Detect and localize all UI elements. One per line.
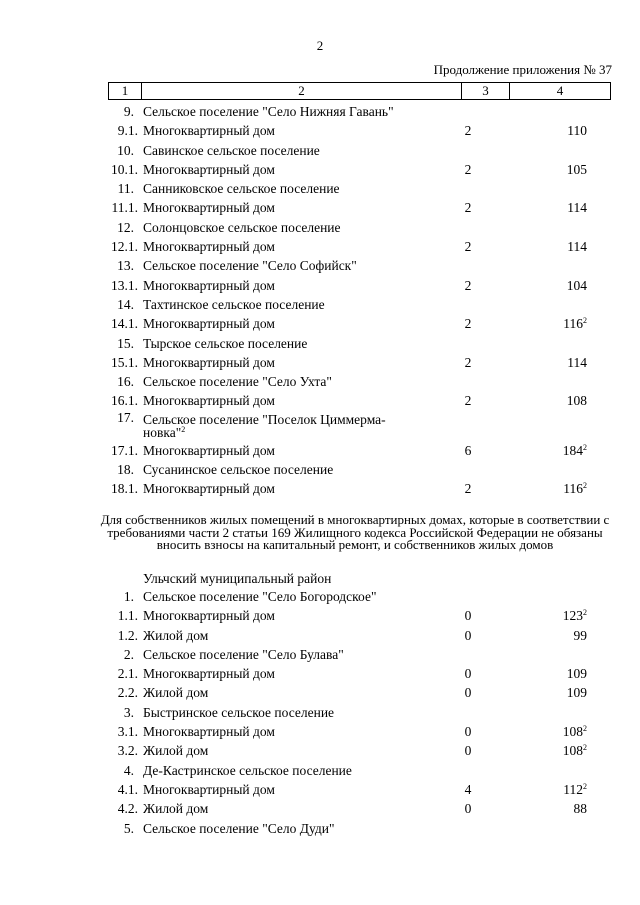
value-text: 114 bbox=[567, 200, 587, 216]
row-name: Сельское поселение "Село Нижняя Гавань" bbox=[143, 104, 394, 119]
section-row bbox=[0, 460, 640, 479]
row-number: 12. bbox=[117, 219, 134, 235]
row-number: 11.1. bbox=[111, 200, 138, 216]
value-text: 99 bbox=[573, 627, 587, 643]
row-count: 2 bbox=[464, 161, 472, 177]
row-number: 15.1. bbox=[111, 354, 138, 370]
row-number: 13. bbox=[117, 258, 134, 274]
page-number: 2 bbox=[316, 38, 324, 53]
header-col-4: 4 bbox=[556, 83, 564, 98]
row-count: 0 bbox=[464, 801, 472, 817]
row-number: 2.2. bbox=[117, 685, 138, 701]
row-count: 2 bbox=[464, 123, 472, 139]
value-text: 114 bbox=[567, 354, 587, 370]
row-value bbox=[535, 606, 587, 625]
row-name: Многоквартирный дом bbox=[143, 393, 275, 409]
row-count: 0 bbox=[464, 627, 472, 643]
row-value bbox=[535, 314, 587, 333]
row-number: 18.1. bbox=[111, 481, 138, 497]
row-number: 9.1. bbox=[117, 123, 138, 139]
footnote-marker: 2 bbox=[583, 316, 587, 326]
row-name: Многоквартирный дом bbox=[143, 161, 275, 177]
value-text: 110 bbox=[567, 123, 587, 139]
row-value bbox=[535, 121, 587, 140]
value-text: 105 bbox=[566, 161, 587, 177]
section-row bbox=[0, 372, 640, 391]
row-count: 2 bbox=[464, 200, 472, 216]
row-name: Многоквартирный дом bbox=[143, 608, 275, 624]
row-name: Сельское поселение "Село Булава" bbox=[143, 646, 344, 662]
table-row bbox=[0, 353, 640, 372]
row-number: 1. bbox=[123, 589, 134, 604]
row-value bbox=[535, 353, 587, 372]
row-number: 16. bbox=[117, 374, 134, 390]
row-name: Савинское сельское поселение bbox=[143, 142, 320, 158]
continuation-label: Продолжение приложения № 37 bbox=[433, 62, 612, 77]
table-row bbox=[0, 626, 640, 645]
row-value bbox=[535, 626, 587, 645]
section-row bbox=[0, 645, 640, 664]
section-row bbox=[0, 761, 640, 780]
row-name: Сельское поселение "Село Софийск" bbox=[143, 258, 357, 274]
footnote-marker: 2 bbox=[583, 442, 587, 452]
table-header bbox=[108, 82, 611, 100]
section-row bbox=[0, 411, 640, 441]
row-count: 0 bbox=[464, 743, 472, 759]
row-name: Многоквартирный дом bbox=[143, 481, 275, 497]
table-row bbox=[0, 198, 640, 217]
row-value bbox=[535, 683, 587, 702]
row-count: 4 bbox=[464, 781, 472, 797]
row-number: 2.1. bbox=[117, 666, 138, 682]
row-count: 2 bbox=[464, 354, 472, 370]
header-col-1: 1 bbox=[109, 83, 142, 99]
row-number: 14. bbox=[117, 296, 134, 312]
table-row bbox=[0, 741, 640, 760]
row-number: 10. bbox=[117, 142, 134, 158]
table-row bbox=[0, 780, 640, 799]
table-row bbox=[0, 664, 640, 683]
row-name: Де-Кастринское сельское поселение bbox=[143, 762, 352, 778]
row-name: Тырское сельское поселение bbox=[143, 335, 308, 351]
row-count: 2 bbox=[464, 239, 472, 255]
table-row bbox=[0, 160, 640, 179]
table-row bbox=[0, 683, 640, 702]
row-number: 17. bbox=[117, 409, 134, 425]
section-row bbox=[0, 334, 640, 353]
row-name: Многоквартирный дом bbox=[143, 277, 275, 293]
value-text: 123 bbox=[562, 608, 583, 624]
row-number: 4.1. bbox=[117, 781, 138, 797]
row-number: 11. bbox=[117, 181, 134, 197]
row-name: Жилой дом bbox=[143, 743, 209, 759]
value-text: 116 bbox=[563, 316, 583, 332]
row-number: 4. bbox=[123, 762, 134, 778]
row-name: Многоквартирный дом bbox=[143, 239, 275, 255]
row-value bbox=[535, 799, 587, 818]
row-name: Солонцовское сельское поселение bbox=[143, 219, 341, 235]
row-value bbox=[535, 780, 587, 799]
value-text: 108 bbox=[562, 743, 583, 759]
row-name: Сельское поселение "Поселок Циммерма-новка"$^2$ bbox=[143, 411, 386, 440]
row-number: 3.1. bbox=[117, 724, 138, 740]
row-number: 16.1. bbox=[111, 393, 138, 409]
row-value bbox=[535, 198, 587, 217]
row-value bbox=[535, 160, 587, 179]
section-row bbox=[0, 179, 640, 198]
row-name: Сельское поселение "Село Богородское" bbox=[143, 589, 377, 604]
row-name: Многоквартирный дом bbox=[143, 781, 275, 797]
footnote-marker: 2 bbox=[583, 724, 587, 734]
footnote-marker: 2 bbox=[583, 608, 587, 618]
table-body-bottom bbox=[0, 587, 640, 838]
section-row bbox=[0, 295, 640, 314]
value-text: 108 bbox=[562, 724, 583, 740]
section-row bbox=[0, 587, 640, 606]
row-name: Многоквартирный дом bbox=[143, 200, 275, 216]
row-number: 10.1. bbox=[111, 161, 138, 177]
district-title: Ульчский муниципальный район bbox=[143, 571, 332, 586]
value-text: 88 bbox=[573, 801, 587, 817]
table-body-top bbox=[0, 102, 640, 499]
header-col-3: 3 bbox=[462, 83, 510, 99]
table-row bbox=[0, 479, 640, 498]
table-row bbox=[0, 799, 640, 818]
value-text: 114 bbox=[567, 239, 587, 255]
row-number: 9. bbox=[123, 104, 134, 119]
row-number: 2. bbox=[123, 646, 134, 662]
row-name: Многоквартирный дом bbox=[143, 442, 275, 458]
footnote-marker: 2 bbox=[583, 481, 587, 491]
value-text: 104 bbox=[566, 277, 587, 293]
section-note: Для собственников жилых помещений в многоквартирных домах, которые в соответствии с требованиями части 2 статьи 169 Жилищного кодекса Российской Федерации не обязаны вносить взносы на капитальный ремонт, и собственников жилых домов bbox=[100, 512, 610, 552]
section-row bbox=[0, 256, 640, 275]
row-name: Многоквартирный дом bbox=[143, 666, 275, 682]
row-count: 0 bbox=[464, 666, 472, 682]
table-row bbox=[0, 441, 640, 460]
row-number: 5. bbox=[123, 820, 134, 836]
row-number: 3. bbox=[123, 704, 134, 720]
row-number: 4.2. bbox=[117, 801, 138, 817]
row-name: Тахтинское сельское поселение bbox=[143, 296, 325, 312]
table-row bbox=[0, 276, 640, 295]
section-row bbox=[0, 141, 640, 160]
row-name: Сельское поселение "Село Дуди" bbox=[143, 820, 335, 836]
row-name: Быстринское сельское поселение bbox=[143, 704, 335, 720]
footnote-marker: 2 bbox=[583, 743, 587, 753]
footnote-marker: 2 bbox=[583, 781, 587, 791]
row-name: Жилой дом bbox=[143, 685, 209, 701]
section-row bbox=[0, 102, 640, 121]
value-text: 112 bbox=[563, 781, 583, 797]
value-text: 116 bbox=[563, 481, 583, 497]
section-row bbox=[0, 218, 640, 237]
footnote-marker: 2 bbox=[181, 424, 186, 434]
table-row bbox=[0, 606, 640, 625]
row-value bbox=[535, 741, 587, 760]
row-number: 1.1. bbox=[117, 608, 138, 624]
row-name: Многоквартирный дом bbox=[143, 724, 275, 740]
row-count: 6 bbox=[464, 442, 472, 458]
row-name: Жилой дом bbox=[143, 801, 209, 817]
row-name: Многоквартирный дом bbox=[143, 354, 275, 370]
table-row bbox=[0, 314, 640, 333]
row-name: Сельское поселение "Село Ухта" bbox=[143, 374, 332, 390]
header-col-2: 2 bbox=[142, 83, 462, 99]
row-name: Многоквартирный дом bbox=[143, 316, 275, 332]
row-value bbox=[535, 391, 587, 410]
value-text: 109 bbox=[566, 666, 587, 682]
row-count: 0 bbox=[464, 608, 472, 624]
row-count: 0 bbox=[464, 685, 472, 701]
row-value bbox=[535, 441, 587, 460]
row-count: 0 bbox=[464, 724, 472, 740]
row-number: 18. bbox=[117, 462, 134, 478]
row-value bbox=[535, 722, 587, 741]
row-number: 14.1. bbox=[111, 316, 138, 332]
row-number: 13.1. bbox=[111, 277, 138, 293]
table-row bbox=[0, 391, 640, 410]
row-name: Жилой дом bbox=[143, 627, 209, 643]
row-count: 2 bbox=[464, 316, 472, 332]
value-text: 109 bbox=[566, 685, 587, 701]
row-number: 3.2. bbox=[117, 743, 138, 759]
value-text: 184 bbox=[562, 442, 583, 458]
row-name: Санниковское сельское поселение bbox=[143, 181, 340, 197]
row-number: 12.1. bbox=[111, 239, 138, 255]
row-count: 2 bbox=[464, 481, 472, 497]
table-row bbox=[0, 722, 640, 741]
row-value bbox=[535, 664, 587, 683]
row-name: Сусанинское сельское поселение bbox=[143, 462, 334, 478]
table-row bbox=[0, 237, 640, 256]
row-count: 2 bbox=[464, 393, 472, 409]
row-value bbox=[535, 276, 587, 295]
row-number: 17.1. bbox=[111, 442, 138, 458]
table-row bbox=[0, 121, 640, 140]
section-row bbox=[0, 819, 640, 838]
row-value bbox=[535, 237, 587, 256]
row-value bbox=[535, 479, 587, 498]
row-number: 1.2. bbox=[117, 627, 138, 643]
value-text: 108 bbox=[566, 393, 587, 409]
row-count: 2 bbox=[464, 277, 472, 293]
row-name: Многоквартирный дом bbox=[143, 123, 275, 139]
section-row bbox=[0, 703, 640, 722]
row-number: 15. bbox=[117, 335, 134, 351]
